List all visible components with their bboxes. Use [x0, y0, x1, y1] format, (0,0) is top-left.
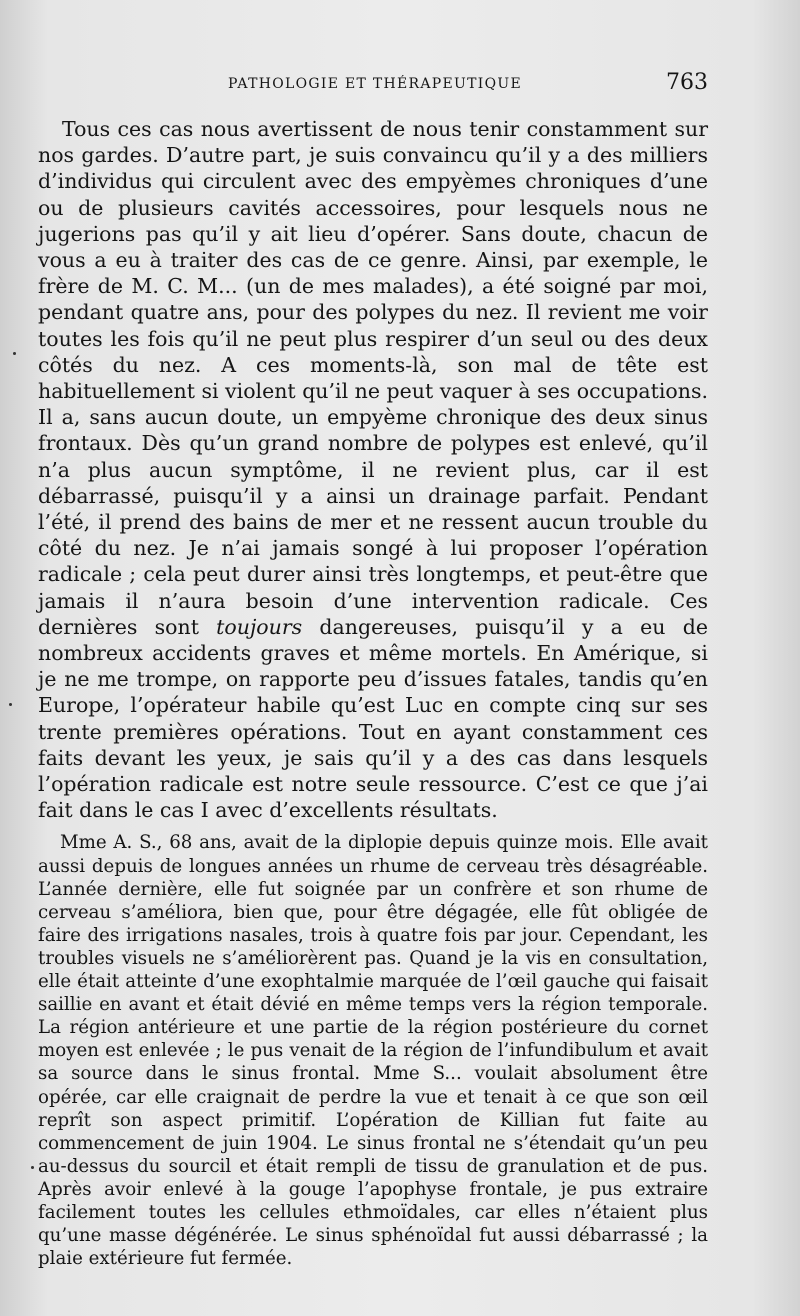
main-paragraph	[38, 116, 708, 823]
paper-speck	[9, 703, 12, 706]
running-title: PATHOLOGIE ET THÉRAPEUTIQUE	[228, 76, 522, 92]
page-header	[38, 70, 708, 100]
paper-speck	[31, 1166, 34, 1169]
main-paragraph-text-end: dangereuses, puisqu’il y a eu de nombreux accidents graves et même mortels. En Amérique, si je ne me trompe, on rapporte peu d’issues fatales, tandis qu’en Europe, l’opérateur habile qu’est Luc en compte cinq sur ses trente premières opérations. Tout en ayant constamment ces faits devant les yeux, je sais qu’il y a des cas dans lesquels l’opération radicale est notre seule ressource. C’est ce que j’ai fait dans le cas I avec d’excellents résultats.	[38, 614, 708, 823]
main-paragraph-text-start: Tous ces cas nous avertissent de nous tenir constamment sur nos gardes. D’autre part, je suis convaincu qu’il y a des milliers d’individus qui circulent avec des empyèmes chroniques d’une ou de plusieurs cavités accessoires, pour lesquels nous ne jugerions pas qu’il y ait lieu d’opérer. Sans doute, chacun de vous a eu à traiter des cas de ce genre. Ainsi, par exemple, le frère de M. C. M... (un de mes malades), a été soigné par moi, pendant quatre ans, pour des polypes du nez. Il revient me voir toutes les fois qu’il ne peut plus respirer d’un seul ou des deux côtés du nez. A ces moments-là, son mal de tête est habituellement si violent qu’il ne peut vaquer à ses occupations. Il a, sans aucun doute, un empyème chronique des deux sinus frontaux. Dès qu’un grand nombre de polypes est enlevé, qu’il n’a plus aucun symptôme, il ne revient plus, car il est débarrassé, puisqu’il y a ainsi un drainage parfait. Pendant l’été, il prend des bains de mer et ne ressent aucun trouble du côté du nez. Je n’ai jamais songé à lui proposer l’opération radicale ; cela peut durer ainsi très longtemps, et peut-être que jamais il n’aura besoin d’une intervention radicale. Ces dernières sont	[38, 117, 708, 639]
italic-emphasis: toujours	[216, 614, 303, 639]
page-number: 763	[666, 70, 708, 95]
case-report-paragraph: Mme A. S., 68 ans, avait de la diplopie depuis quinze mois. Elle avait aussi depuis de longues années un rhume de cerveau très désagréable. L’année dernière, elle fut soignée par un confrère et son rhume de cerveau s’améliora, bien que, pour être dégagée, elle fût obligée de faire des irrigations nasales, trois à quatre fois par jour. Cependant, les troubles visuels ne s’améliorèrent pas. Quand je la vis en consultation, elle était atteinte d’une exophtalmie marquée de l’œil gauche qui faisait saillie en avant et était dévié en même temps vers la région temporale. La région antérieure et une partie de la région postérieure du cornet moyen est enlevée ; le pus venait de la région de l’infundibulum et avait sa source dans le sinus frontal. Mme S... voulait absolument être opérée, car elle craignait de perdre la vue et tenait à ce que son œil reprît son aspect primitif. L’opération de Killian fut faite au commencement de juin 1904. Le sinus frontal ne s’étendait qu’un peu au-dessus du sourcil et était rempli de tissu de granulation et de pus. Après avoir enlevé à la gouge l’apophyse frontale, je pus extraire facilement toutes les cellules ethmoïdales, car elles n’étaient plus qu’une masse dégénérée. Le sinus sphénoïdal fut aussi débarrassé ; la plaie extérieure fut fermée.	[38, 832, 708, 1270]
paper-speck	[13, 352, 16, 355]
